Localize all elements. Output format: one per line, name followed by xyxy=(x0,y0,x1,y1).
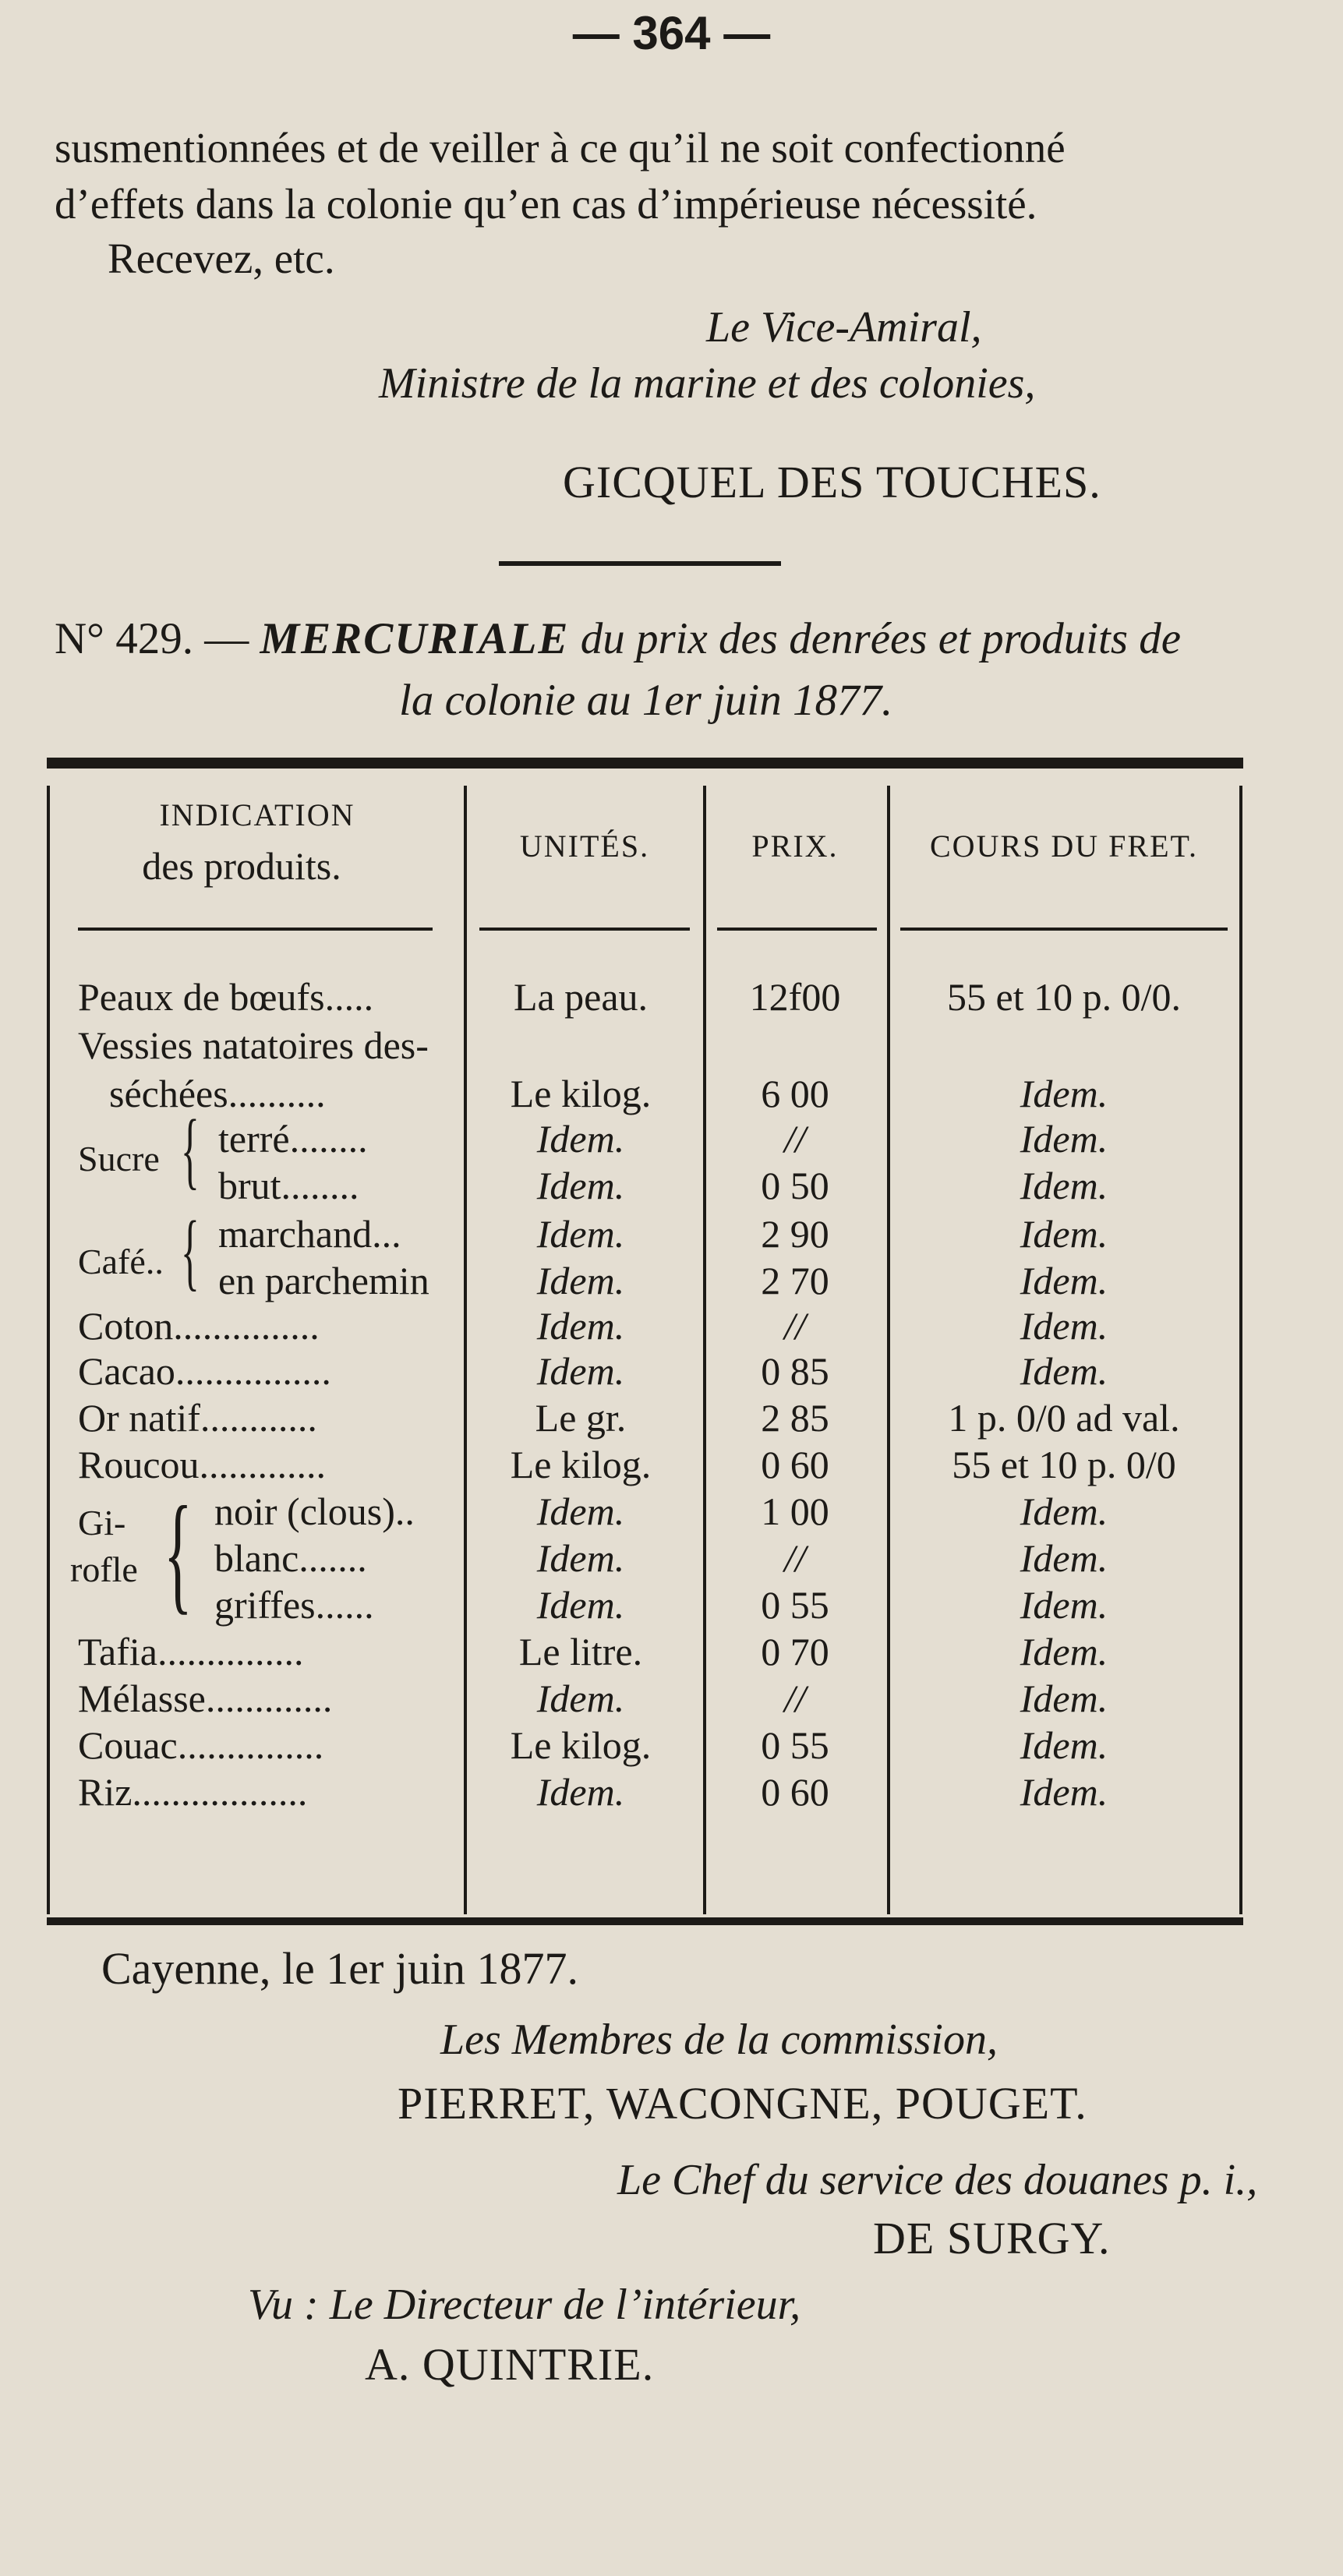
table-row-unit: Idem. xyxy=(536,1489,625,1533)
table-row-unit: Le gr. xyxy=(535,1396,627,1440)
table-left-border xyxy=(47,786,50,1914)
table-row-unit: Idem. xyxy=(536,1259,625,1302)
table-right-border xyxy=(1239,786,1242,1914)
table-row-price: 1 00 xyxy=(761,1489,829,1533)
column-header-product-line1: INDICATION xyxy=(159,797,355,832)
table-top-rule xyxy=(47,758,1243,769)
table-row-price: 0 50 xyxy=(761,1164,829,1207)
group-label-gi: Gi- xyxy=(78,1503,126,1542)
table-row-product: Tafia............... xyxy=(78,1630,304,1673)
table-row-unit: Le litre. xyxy=(518,1630,643,1673)
table-row-fret: Idem. xyxy=(1020,1212,1108,1256)
group-label-cafe: Café.. xyxy=(78,1242,164,1281)
table-row-price: 12f00 xyxy=(749,975,841,1019)
column-header-fret: COURS DU FRET. xyxy=(930,829,1198,864)
table-row-fret: Idem. xyxy=(1020,1677,1108,1720)
column-header-price: PRIX. xyxy=(751,829,839,864)
table-row-unit: Idem. xyxy=(536,1583,625,1627)
intro-line-3: Recevez, etc. xyxy=(108,235,335,282)
place-date: Cayenne, le 1er juin 1877. xyxy=(101,1943,579,1994)
table-row-product: Cacao................ xyxy=(78,1349,331,1393)
column-divider xyxy=(464,786,467,1914)
heading-number: N° 429. — xyxy=(55,614,249,663)
vu-name: A. QUINTRIE. xyxy=(365,2339,655,2390)
table-row-price: 0 60 xyxy=(761,1443,829,1486)
heading-rest: du prix des denrées et produits de xyxy=(580,614,1182,663)
intro-line-1: susmentionnées et de veiller à ce qu’il ne soit confectionné xyxy=(55,124,1066,171)
table-row-price: // xyxy=(784,1117,806,1161)
table-row-product: en parchemin xyxy=(218,1259,429,1302)
table-row-price: // xyxy=(784,1536,806,1580)
table-row-fret: 1 p. 0/0 ad val. xyxy=(948,1396,1180,1440)
table-row-fret: Idem. xyxy=(1020,1489,1108,1533)
table-row-fret: Idem. xyxy=(1020,1304,1108,1348)
table-row-fret: Idem. xyxy=(1020,1349,1108,1393)
table-row-product: Or natif............ xyxy=(78,1396,317,1440)
price-table xyxy=(47,758,1243,1925)
commission-names: PIERRET, WACONGNE, POUGET. xyxy=(398,2078,1087,2129)
table-row-fret: 55 et 10 p. 0/0. xyxy=(947,975,1181,1019)
table-row-price: 6 00 xyxy=(761,1072,829,1115)
table-row-unit: Idem. xyxy=(536,1677,625,1720)
table-row-unit: Idem. xyxy=(536,1536,625,1580)
header-underline xyxy=(479,928,690,931)
vu-line: Vu : Le Directeur de l’intérieur, xyxy=(248,2281,801,2329)
table-row-product: séchées.......... xyxy=(109,1072,326,1115)
table-row-price: // xyxy=(784,1304,806,1348)
table-row-unit: Idem. xyxy=(536,1304,625,1348)
brace-girofle: { xyxy=(164,1479,193,1626)
table-row-product: Roucou............. xyxy=(78,1443,327,1486)
table-row-fret: Idem. xyxy=(1020,1164,1108,1207)
header-underline xyxy=(900,928,1228,931)
table-row-fret: Idem. xyxy=(1020,1072,1108,1115)
group-label-sucre: Sucre xyxy=(78,1139,160,1178)
heading-title: MERCURIALE xyxy=(260,614,570,663)
table-row-fret: Idem. xyxy=(1020,1630,1108,1673)
table-row-fret: Idem. xyxy=(1020,1583,1108,1627)
column-divider xyxy=(703,786,706,1914)
minister-name: GICQUEL DES TOUCHES. xyxy=(563,457,1101,507)
group-label-rofle: rofle xyxy=(70,1549,138,1589)
table-row-unit: Le kilog. xyxy=(510,1443,652,1486)
minister-title: Le Vice-Amiral, xyxy=(706,303,982,352)
table-row-product: marchand... xyxy=(218,1212,401,1256)
table-row-product: terré........ xyxy=(218,1117,368,1161)
header-underline xyxy=(717,928,877,931)
table-row-price: 0 55 xyxy=(761,1583,829,1627)
page-number: — 364 — xyxy=(572,7,771,59)
column-header-product-line2: des produits. xyxy=(142,844,341,888)
table-row-fret: Idem. xyxy=(1020,1723,1108,1767)
heading-line-2: la colonie au 1er juin 1877. xyxy=(399,676,893,725)
table-row-product: griffes...... xyxy=(214,1583,374,1627)
table-row-unit: Idem. xyxy=(536,1770,625,1814)
brace-sucre: { xyxy=(181,1102,200,1197)
douanes-name: DE SURGY. xyxy=(873,2213,1111,2263)
table-row-product: blanc....... xyxy=(214,1536,367,1580)
table-row-product: Mélasse............. xyxy=(78,1677,333,1720)
table-row-unit: Idem. xyxy=(536,1164,625,1207)
table-row-fret: Idem. xyxy=(1020,1117,1108,1161)
column-divider xyxy=(887,786,890,1914)
table-row-product: Riz.................. xyxy=(78,1770,308,1814)
column-header-unit: UNITÉS. xyxy=(519,829,650,864)
table-row-price: 0 60 xyxy=(761,1770,829,1814)
table-row-price: 2 85 xyxy=(761,1396,829,1440)
table-row-price: // xyxy=(784,1677,806,1720)
commission-title: Les Membres de la commission, xyxy=(440,2016,998,2064)
table-row-price: 0 70 xyxy=(761,1630,829,1673)
table-row-fret: Idem. xyxy=(1020,1770,1108,1814)
table-row-product: Couac............... xyxy=(78,1723,324,1767)
section-heading xyxy=(55,613,1181,664)
table-row-price: 2 70 xyxy=(761,1259,829,1302)
table-row-product: noir (clous).. xyxy=(214,1489,415,1533)
brace-cafe: { xyxy=(181,1203,200,1299)
intro-line-2: d’effets dans la colonie qu’en cas d’impérieuse nécessité. xyxy=(55,180,1037,228)
table-row-price: 2 90 xyxy=(761,1212,829,1256)
table-row-fret: 55 et 10 p. 0/0 xyxy=(952,1443,1176,1486)
table-row-price: 0 55 xyxy=(761,1723,829,1767)
table-row-product: brut........ xyxy=(218,1164,359,1207)
table-row-unit: Le kilog. xyxy=(510,1072,652,1115)
table-row-unit: La peau. xyxy=(513,975,649,1019)
minister-role: Ministre de la marine et des colonies, xyxy=(379,359,1036,408)
table-bottom-rule xyxy=(47,1917,1243,1925)
table-row-fret: Idem. xyxy=(1020,1536,1108,1580)
header-underline xyxy=(78,928,433,931)
table-row-product: Peaux de bœufs..... xyxy=(78,975,374,1019)
table-row-unit: Le kilog. xyxy=(510,1723,652,1767)
table-row-product: Vessies natatoires des- xyxy=(78,1023,429,1067)
table-row-unit: Idem. xyxy=(536,1212,625,1256)
douanes-title: Le Chef du service des douanes p. i., xyxy=(617,2156,1258,2204)
table-row-price: 0 85 xyxy=(761,1349,829,1393)
table-row-fret: Idem. xyxy=(1020,1259,1108,1302)
table-row-unit: Idem. xyxy=(536,1349,625,1393)
table-row-product: Coton............... xyxy=(78,1304,320,1348)
table-row-unit: Idem. xyxy=(536,1117,625,1161)
separator-rule xyxy=(499,561,781,566)
